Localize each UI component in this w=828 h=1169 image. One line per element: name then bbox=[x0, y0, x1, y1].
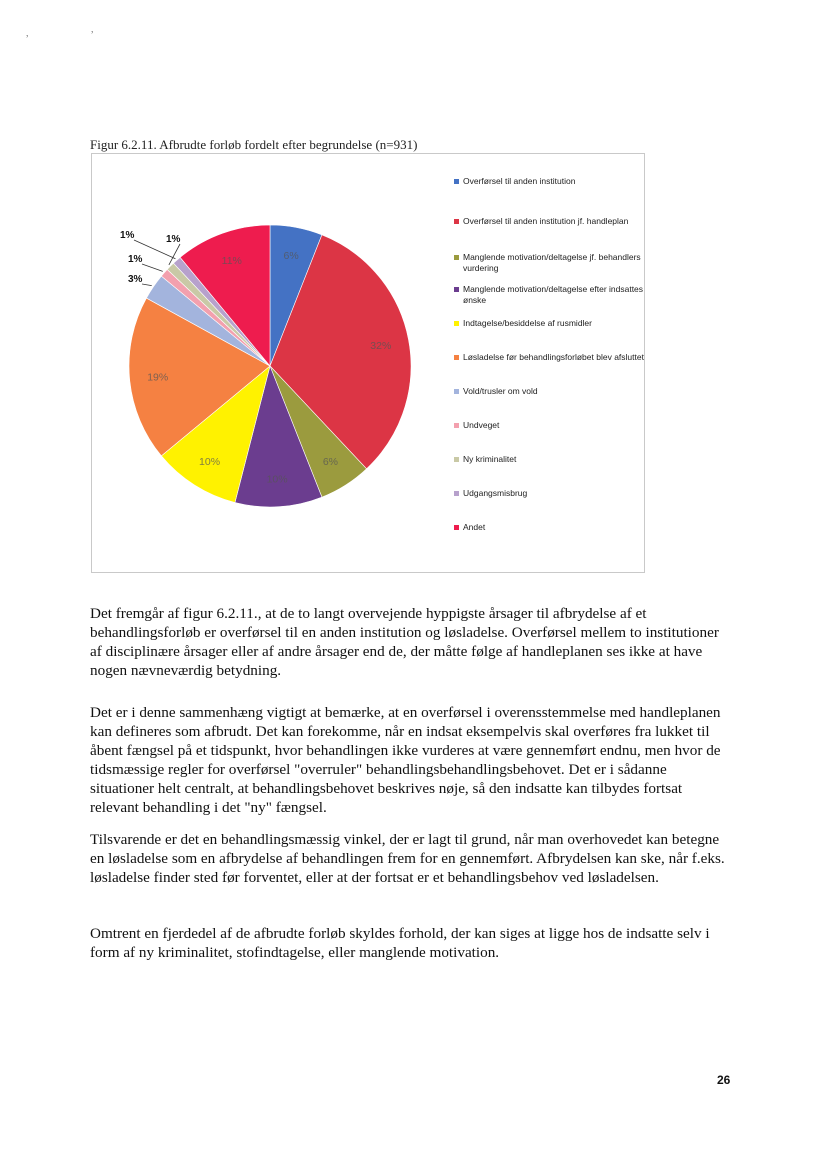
legend-swatch bbox=[454, 287, 459, 292]
slice-label: 1% bbox=[166, 234, 181, 245]
legend-entry bbox=[454, 252, 648, 274]
scan-mark: , bbox=[91, 24, 94, 35]
legend-label: Overførsel til anden institution jf. handleplan bbox=[463, 216, 629, 226]
legend-swatch bbox=[454, 355, 459, 360]
slice-label: 6% bbox=[322, 456, 339, 469]
legend-entry bbox=[454, 216, 648, 227]
scan-mark: , bbox=[26, 28, 29, 39]
legend-entry bbox=[454, 352, 648, 363]
legend-swatch bbox=[454, 491, 459, 496]
legend-entry bbox=[454, 522, 648, 533]
slice-label: 10% bbox=[266, 473, 288, 486]
legend-entry bbox=[454, 176, 648, 187]
legend-entry bbox=[454, 454, 648, 465]
slice-label: 19% bbox=[147, 371, 169, 384]
legend-entry bbox=[454, 488, 648, 499]
slice-label: 11% bbox=[221, 254, 242, 267]
paragraph-3: Tilsvarende er det en behandlingsmæssig vinkel, der er lagt til grund, når man overhovedet kan betegne en løsladelse som en afbrydelse af behandlingen frem for en gennemført. Afbrydelsen kan ske, når f.eks. løsladelse finder sted før forventet, eller at der fortsat er et behandlingsbehov ved løsladelsen. bbox=[90, 831, 725, 886]
slice-label: 32% bbox=[370, 339, 392, 352]
legend-swatch bbox=[454, 219, 459, 224]
leader-line bbox=[142, 284, 152, 286]
legend-swatch bbox=[454, 525, 459, 530]
paragraph-2: Det er i denne sammenhæng vigtigt at bemærke, at en overførsel i overensstemmelse med handleplanen kan defineres som afbrudt. Det kan forekomme, når en indsat eksempelvis skal overføres fra lukket til åbent fængsel på et tidspunkt, hvor behandlingen ikke vurderes at være gennemført endnu, men hvor de tidsmæssige regler for overførsel "overruler" behandlingsbehandlingsbehovet. Det er i sådanne situationer helt centralt, at behandlingsbehovet beskrives nøje, så den indsatte kan tilbydes fortsat relevant behandling i det "ny" fængsel. bbox=[90, 704, 721, 816]
paragraph-1: Det fremgår af figur 6.2.11., at de to langt overvejende hyppigste årsager til afbrydelse af et behandlingsforløb er overførsel til en anden institution og løsladelse. Overførsel mellem to institutioner af disciplinære årsager eller af andre årsager end de, der måtte følge af handleplanen ses ikke at have nogen nævneværdig betydning. bbox=[90, 605, 719, 679]
legend-label: Manglende motivation/deltagelse efter indsattes ønske bbox=[463, 284, 644, 305]
legend-label: Indtagelse/besiddelse af rusmidler bbox=[463, 318, 592, 328]
page-number: 26 bbox=[717, 1073, 731, 1087]
legend-entry bbox=[454, 386, 648, 397]
legend-swatch bbox=[454, 255, 459, 260]
legend-swatch bbox=[454, 457, 459, 462]
legend-swatch bbox=[454, 389, 459, 394]
legend-label: Løsladelse før behandlingsforløbet blev afsluttet bbox=[463, 352, 644, 362]
legend-swatch bbox=[454, 179, 459, 184]
slice-label: 1% bbox=[120, 230, 135, 241]
slice-label: 10% bbox=[199, 456, 221, 469]
legend-label: Ny kriminalitet bbox=[463, 454, 517, 464]
legend-label: Udgangsmisbrug bbox=[463, 488, 528, 498]
legend-label: Overførsel til anden institution bbox=[463, 176, 576, 186]
legend-swatch bbox=[454, 423, 459, 428]
paragraph-4: Omtrent en fjerdedel af de afbrudte forløb skyldes forhold, der kan siges at ligge hos de indsatte selv i form af ny kriminalitet, stofindtagelse, eller manglende motivation. bbox=[90, 925, 710, 961]
legend-swatch bbox=[454, 321, 459, 326]
legend-label: Andet bbox=[463, 522, 486, 532]
legend-entry bbox=[454, 420, 648, 431]
legend-label: Manglende motivation/deltagelse jf. behandlers vurdering bbox=[463, 252, 641, 273]
leader-line bbox=[142, 264, 163, 271]
legend-entry bbox=[454, 284, 648, 306]
legend-label: Vold/trusler om vold bbox=[463, 386, 538, 396]
slice-label: 1% bbox=[128, 254, 143, 265]
slice-label: 6% bbox=[283, 250, 299, 263]
legend-entry bbox=[454, 318, 648, 329]
figure-caption: Figur 6.2.11. Afbrudte forløb fordelt efter begrundelse (n=931) bbox=[90, 137, 418, 152]
slice-label: 3% bbox=[128, 274, 143, 285]
legend-label: Undveget bbox=[463, 420, 500, 430]
